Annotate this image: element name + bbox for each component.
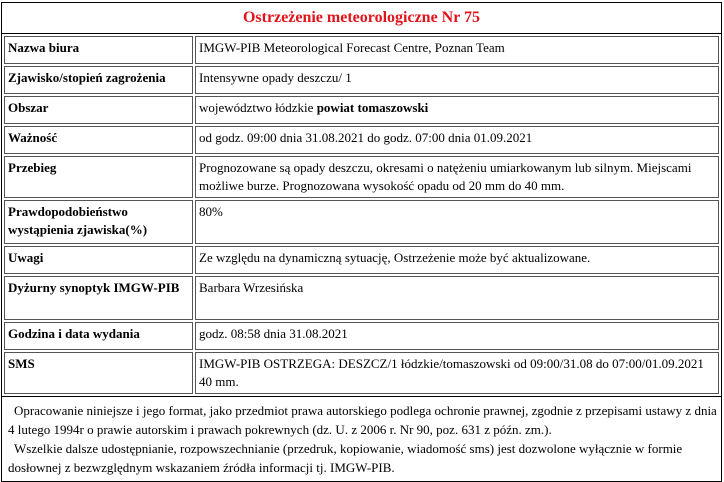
- row-label-probability: Prawdopodobieństwo wystąpienia zjawiska(%): [4, 200, 193, 244]
- row-label-forecaster: Dyżurny synoptyk IMGW-PIB: [4, 276, 193, 320]
- area-voivodeship: województwo łódzkie: [199, 100, 317, 115]
- row-label-issued: Godzina i data wydania: [4, 322, 193, 350]
- row-value-remarks: Ze względu na dynamiczną sytuację, Ostrzeżenie może być aktualizowane.: [195, 246, 719, 274]
- row-label-phenomenon: Zjawisko/stopień zagrożenia: [4, 66, 193, 94]
- copyright-footer: [2, 396, 721, 481]
- row-value-office: IMGW-PIB Meteorological Forecast Centre, Poznan Team: [195, 36, 719, 64]
- row-label-remarks: Uwagi: [4, 246, 193, 274]
- row-label-area: Obszar: [4, 96, 193, 124]
- row-value-course: Prognozowane są opady deszczu, okresami o natężeniu umiarkowanym lub silnym. Miejscami możliwe burze. Prognozowana wysokość opadu od 20 mm do 40 mm.: [195, 156, 719, 198]
- row-value-area: [195, 96, 719, 124]
- row-label-office: Nazwa biura: [4, 36, 193, 64]
- row-label-sms: SMS: [4, 352, 193, 394]
- table-row: [4, 352, 719, 394]
- row-value-issued: godz. 08:58 dnia 31.08.2021: [195, 322, 719, 350]
- table-row: [4, 126, 719, 154]
- table-row: [4, 322, 719, 350]
- warning-details-table: [2, 34, 721, 396]
- table-row: [4, 96, 719, 124]
- row-value-forecaster: Barbara Wrzesińska: [195, 276, 719, 320]
- copyright-notice: Opracowanie niniejsze i jego format, jako przedmiot prawa autorskiego podlega ochronie prawnej, zgodnie z przepisami ustawy z dnia 4 lutego 1994r o prawie autorskim i prawach pokrewnych (dz. U. z 2006 r. Nr 90, poz. 631 z późn. zm.).: [8, 403, 717, 437]
- row-value-probability: 80%: [195, 200, 719, 244]
- table-row: [4, 36, 719, 64]
- table-row: [4, 200, 719, 244]
- table-row: [4, 246, 719, 274]
- table-row: [4, 66, 719, 94]
- row-value-validity: od godz. 09:00 dnia 31.08.2021 do godz. 07:00 dnia 01.09.2021: [195, 126, 719, 154]
- sharing-notice: Wszelkie dalsze udostępnianie, rozpowszechnianie (przedruk, kopiowanie, wiadomość sms) jest dozwolone wyłącznie w formie dosłownej z bezwzględnym wskazaniem źródła informacji tj. IMGW-PIB.: [8, 441, 683, 475]
- warning-title: Ostrzeżenie meteorologiczne Nr 75: [2, 3, 721, 34]
- warning-frame: [1, 2, 722, 482]
- row-label-course: Przebieg: [4, 156, 193, 198]
- row-label-validity: Ważność: [4, 126, 193, 154]
- table-row: [4, 276, 719, 320]
- table-row: [4, 156, 719, 198]
- row-value-phenomenon: Intensywne opady deszczu/ 1: [195, 66, 719, 94]
- area-county: powiat tomaszowski: [316, 100, 429, 115]
- row-value-sms: IMGW-PIB OSTRZEGA: DESZCZ/1 łódzkie/tomaszowski od 09:00/31.08 do 07:00/01.09.2021 40 mm.: [195, 352, 719, 394]
